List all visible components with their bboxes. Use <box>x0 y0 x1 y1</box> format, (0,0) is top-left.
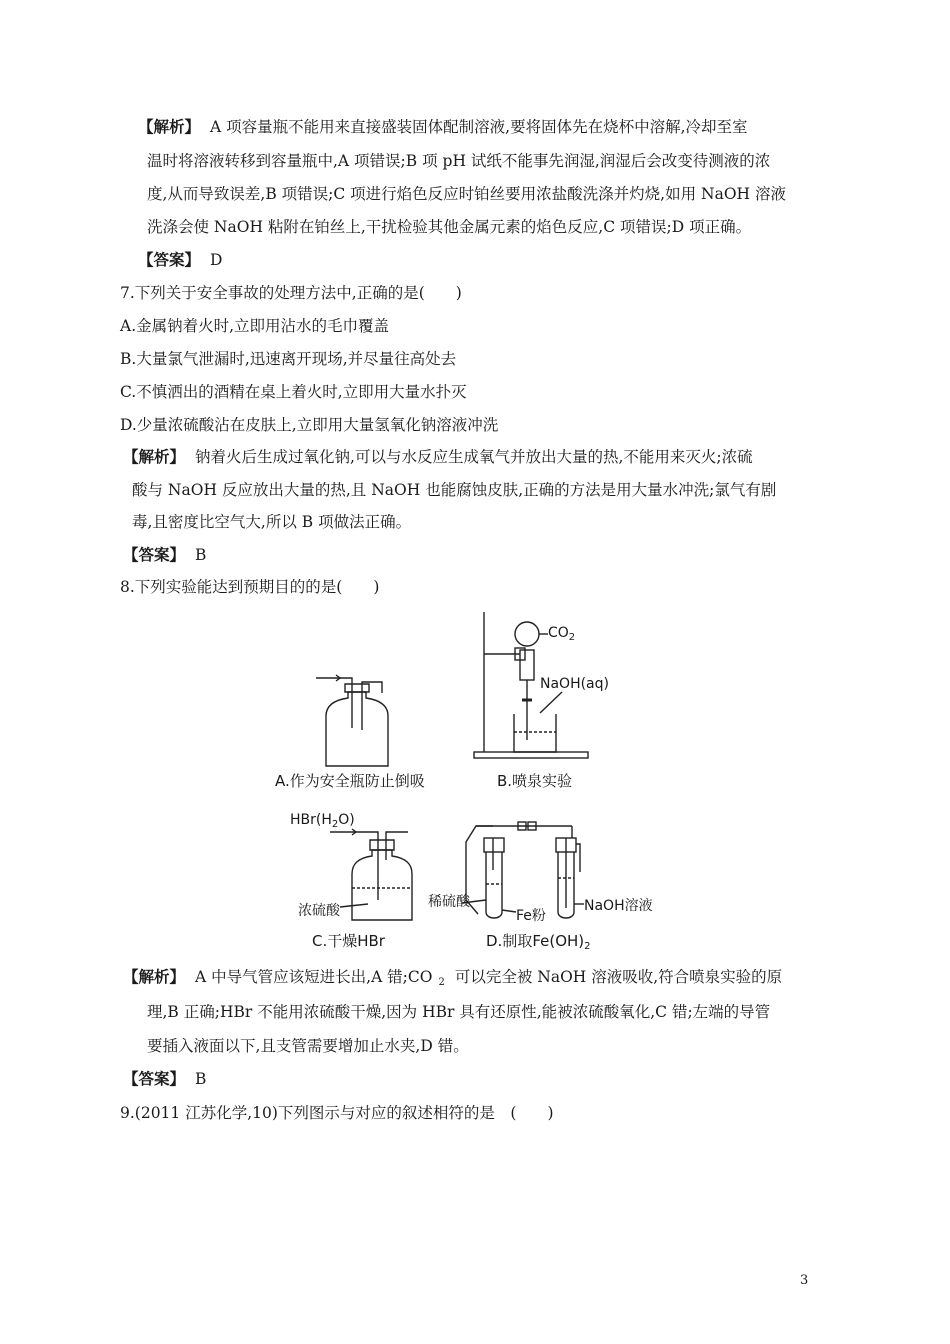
apparatus-d-feoh2 <box>462 822 584 918</box>
q8-analysis-line-2: 理,B 正确;HBr 不能用浓硫酸干燥,因为 HBr 具有还原性,能被浓硫酸氧化,C 错;左端的导管 <box>147 1003 771 1021</box>
label-naoh-aq: NaOH(aq) <box>540 676 609 692</box>
figure-caption-b: B.喷泉实验 <box>497 772 573 790</box>
page-number: 3 <box>800 1273 809 1288</box>
q9-stem: 9.(2011 江苏化学,10)下列图示与对应的叙述相符的是 ( ) <box>120 1104 554 1122</box>
q6-analysis-line-3: 度,从而导致误差,B 项错误;C 项进行焰色反应时铂丝要用浓盐酸洗涤并灼烧,如用 NaOH 溶液 <box>147 185 786 203</box>
figure-caption-d: D.制取$Fe(OH)_2$ <box>486 932 591 952</box>
label-hbr: $HBr(H_2O)$ <box>290 812 355 830</box>
label-co2: $CO_2$ <box>548 625 576 643</box>
apparatus-a-safety-bottle <box>316 675 388 766</box>
answer-tag: 【答案】 <box>123 1069 186 1088</box>
q6-analysis-line-2: 温时将溶液转移到容量瓶中,A 项错误;B 项 pH 试纸不能事先润湿,润湿后会改变待测液的浓 <box>147 152 771 170</box>
q8-analysis-line-3: 要插入液面以下,且支管需要增加止水夹,D 错。 <box>147 1037 469 1055</box>
q7-option-b: B.大量氯气泄漏时,迅速离开现场,并尽量往高处去 <box>120 350 457 368</box>
label-dilute-sulfuric-acid: 稀硫酸 <box>428 894 470 910</box>
analysis-tag: 【解析】 <box>138 117 201 136</box>
q7-option-a: A.金属钠着火时,立即用沾水的毛巾覆盖 <box>120 317 390 335</box>
q8-answer <box>123 1068 206 1090</box>
q6-analysis-line-4: 洗涤会使 NaOH 粘附在铂丝上,干扰检验其他金属元素的焰色反应,C 项错误;D 项正确。 <box>147 218 752 236</box>
label-naoh-solution: NaOH溶液 <box>584 898 653 914</box>
figure-caption-c: C.干燥HBr <box>312 932 385 950</box>
answer-value: B <box>195 1070 207 1088</box>
q7-analysis-line-2: 酸与 NaOH 反应放出大量的热,且 NaOH 也能腐蚀皮肤,正确的方法是用大量水冲洗;氯气有剧 <box>132 481 777 499</box>
q7-option-d: D.少量浓硫酸沾在皮肤上,立即用大量氢氧化钠溶液冲洗 <box>120 416 499 434</box>
figure-caption-a: A.作为安全瓶防止倒吸 <box>275 772 425 790</box>
label-conc-sulfuric-acid: 浓硫酸 <box>298 903 340 919</box>
answer-value: D <box>210 251 223 269</box>
apparatus-c-drying-bottle <box>330 829 412 920</box>
analysis-tag: 【解析】 <box>123 447 186 466</box>
label-fe-powder: Fe粉 <box>516 908 546 924</box>
q8-analysis-line-1: 【解析】 A 中导气管应该短进长出,A 错;CO $_2$ 可以完全被 NaOH 溶液吸收,符合喷泉实验的原 <box>123 967 783 988</box>
q7-stem: 7.下列关于安全事故的处理方法中,正确的是( ) <box>120 284 462 302</box>
q7-analysis-line-3: 毒,且密度比空气大,所以 B 项做法正确。 <box>132 513 412 531</box>
q6-analysis-line-1: 【解析】 A 项容量瓶不能用来直接盛装固体配制溶液,要将固体先在烧杯中溶解,冷却至室 <box>138 117 748 136</box>
answer-tag: 【答案】 <box>138 250 201 269</box>
answer-value: B <box>195 546 207 564</box>
answer-tag: 【答案】 <box>123 545 186 564</box>
analysis-tag: 【解析】 <box>123 967 186 986</box>
q7-option-c: C.不慎洒出的酒精在桌上着火时,立即用大量水扑灭 <box>120 383 467 401</box>
q8-stem: 8.下列实验能达到预期目的的是( ) <box>120 578 380 596</box>
q7-analysis-line-1: 【解析】 钠着火后生成过氧化钠,可以与水反应生成氧气并放出大量的热,不能用来灭火;浓硫 <box>123 447 753 466</box>
